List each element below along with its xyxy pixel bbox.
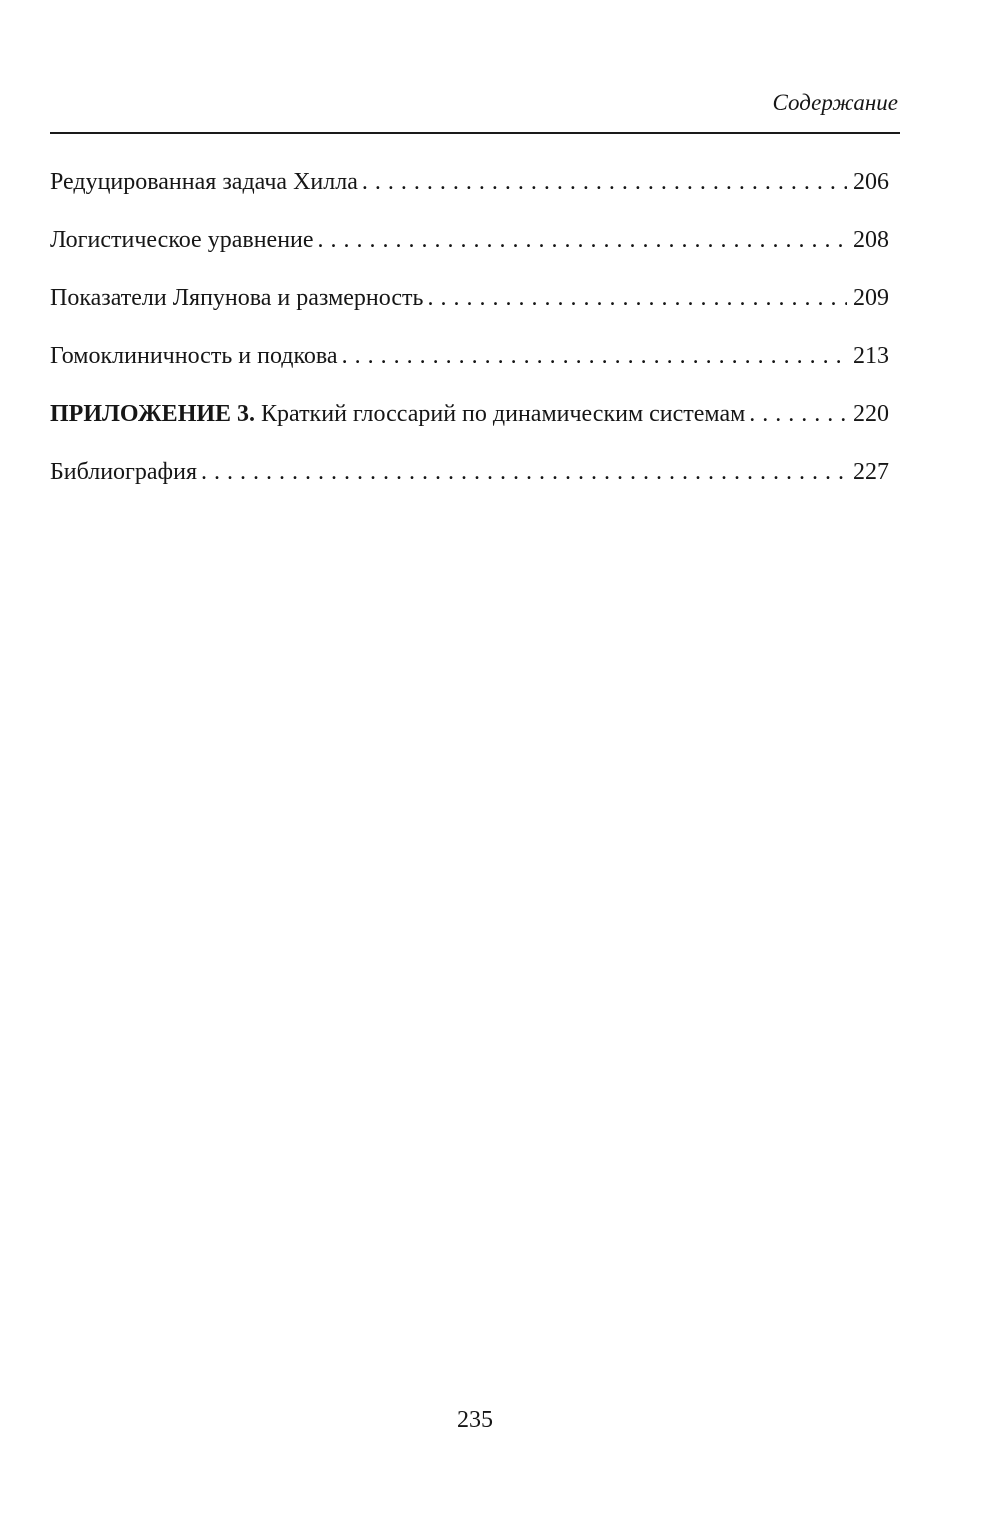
table-of-contents — [50, 164, 889, 512]
toc-entry-title: Логистическое уравнение — [50, 227, 314, 253]
toc-entry — [50, 280, 889, 338]
toc-entry-appendix — [50, 396, 889, 454]
header-rule — [50, 132, 900, 134]
toc-entry-title: Библиография — [50, 459, 197, 485]
toc-entry-page: 208 — [853, 227, 889, 253]
toc-entry-page: 213 — [853, 343, 889, 369]
toc-entry-page: 206 — [853, 169, 889, 195]
toc-entry — [50, 164, 889, 222]
toc-entry-title: Показатели Ляпунова и размерность — [50, 285, 424, 311]
toc-dot-leader — [318, 222, 847, 258]
toc-dot-leader — [362, 164, 847, 200]
appendix-label: ПРИЛОЖЕНИЕ 3. — [50, 401, 256, 427]
toc-entry-title: Гомоклиничность и подкова — [50, 343, 338, 369]
toc-dot-leader — [201, 454, 847, 490]
toc-entry-title: Редуцированная задача Хилла — [50, 169, 358, 195]
toc-dot-leader — [749, 396, 847, 432]
toc-entry-page: 220 — [853, 401, 889, 427]
toc-entry-title — [50, 396, 745, 432]
toc-entry — [50, 338, 889, 396]
toc-entry — [50, 454, 889, 512]
page-number: 235 — [457, 1407, 493, 1433]
toc-entry-page: 209 — [853, 285, 889, 311]
toc-dot-leader — [342, 338, 847, 374]
toc-entry-page: 227 — [853, 459, 889, 485]
toc-entry — [50, 222, 889, 280]
appendix-title: Краткий глоссарий по динамическим системам — [261, 401, 746, 427]
toc-dot-leader — [427, 280, 847, 316]
running-header: Содержание — [772, 90, 898, 115]
